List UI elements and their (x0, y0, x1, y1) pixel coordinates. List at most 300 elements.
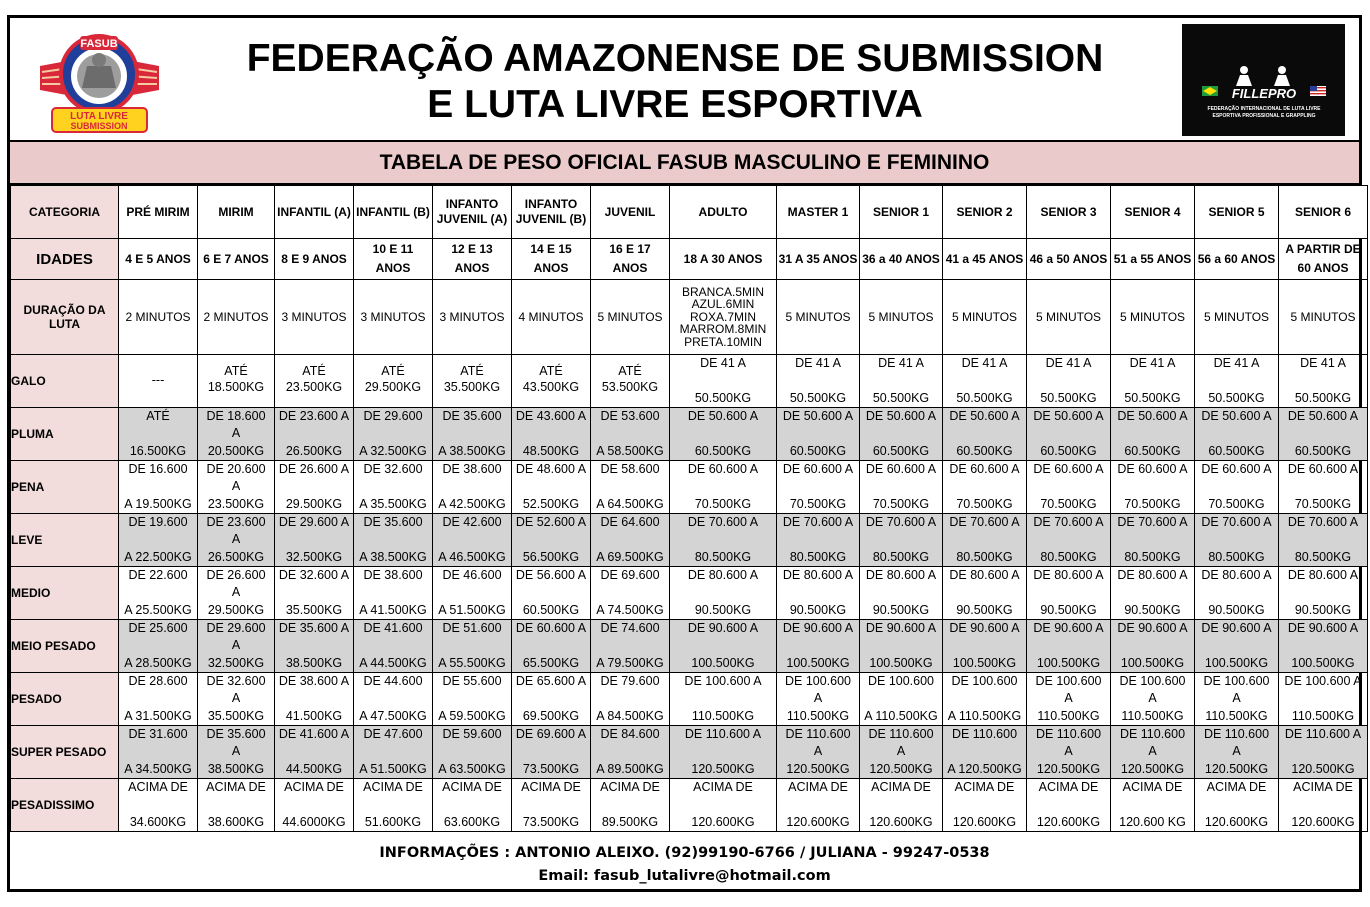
weight-text: DE 80.600 A (782, 568, 854, 582)
weight-cell-box (119, 514, 197, 566)
weight-cell (943, 673, 1027, 726)
weight-cell (777, 461, 860, 514)
weight-row (11, 461, 1368, 514)
weight-cell-box (119, 567, 197, 619)
weight-cell-box (433, 567, 511, 619)
categoria-label: CATEGORIA (11, 186, 119, 239)
weight-text: DE 25.600 (128, 621, 188, 635)
weight-cell (354, 620, 433, 673)
weight-cell-box (198, 355, 274, 407)
weight-text: DE 35.600 (363, 515, 423, 529)
weight-cell-box (1195, 673, 1278, 725)
weight-row (11, 355, 1368, 408)
age-cell: 10 E 11 ANOS (354, 239, 433, 280)
weight-text: 50.500KG (1040, 391, 1097, 405)
weight-text: 80.500KG (1124, 550, 1181, 564)
weight-text: 120.500KG (1291, 762, 1355, 776)
age-cell: 56 a 60 ANOS (1195, 239, 1279, 280)
weight-text: 90.500KG (1040, 603, 1097, 617)
category-header: SENIOR 5 (1195, 186, 1279, 239)
age-cell: 46 a 50 ANOS (1027, 239, 1111, 280)
weight-text: DE 32.600 (206, 674, 266, 688)
weight-cell (591, 726, 670, 779)
weight-text: ATÉ (539, 364, 563, 378)
weight-text: 120.600 KG (1119, 815, 1186, 829)
weight-cell-box (1027, 355, 1110, 407)
weight-cell-box (943, 567, 1026, 619)
svg-text:FILLEPRO: FILLEPRO (1231, 86, 1297, 101)
weight-cell (198, 620, 275, 673)
weight-text: DE 22.600 (128, 568, 188, 582)
weight-cell-box (433, 620, 511, 672)
weight-cell-box (1279, 355, 1367, 407)
weight-text: DE 50.600 A (687, 409, 759, 423)
weight-text: A 47.500KG (359, 709, 427, 723)
weight-cell (1111, 726, 1195, 779)
weight-cell-box (860, 567, 942, 619)
weight-text: A 69.500KG (596, 550, 664, 564)
weight-cell (777, 726, 860, 779)
weight-cell (1027, 673, 1111, 726)
weight-cell (512, 567, 591, 620)
weight-cell-box (591, 673, 669, 725)
weight-text: A (1232, 691, 1241, 705)
weight-cell (1111, 408, 1195, 461)
weight-text: ACIMA DE (128, 780, 188, 794)
weight-text: DE 70.600 A (1117, 515, 1188, 529)
weight-cell-box (1195, 355, 1278, 407)
weight-cell (1111, 461, 1195, 514)
weight-cell (777, 567, 860, 620)
weight-cell-box (512, 567, 590, 619)
weight-text: DE 100.600 A (1284, 674, 1362, 688)
weight-cell-box (198, 408, 274, 460)
weight-cell-box (1195, 567, 1278, 619)
weight-text: 63.600KG (443, 815, 501, 829)
weight-cell-box (354, 673, 432, 725)
weight-text: DE 19.600 (128, 515, 188, 529)
weight-text: DE 26.600 A (278, 462, 350, 476)
category-header: ADULTO (670, 186, 777, 239)
weight-text: ACIMA DE (1122, 780, 1183, 794)
weight-cell (1195, 567, 1279, 620)
weight-text: 60.500KG (789, 444, 847, 458)
weight-class-label: PESADO (11, 673, 119, 726)
age-cell: 51 a 55 ANOS (1111, 239, 1195, 280)
weight-cell (943, 779, 1027, 832)
weight-cell (1195, 408, 1279, 461)
weight-cell (777, 355, 860, 408)
weight-cell (943, 726, 1027, 779)
weight-row (11, 673, 1368, 726)
weight-cell-box (591, 620, 669, 672)
weight-text: 34.600KG (129, 815, 187, 829)
weight-text: A 38.500KG (438, 444, 506, 458)
weight-cell-box (1279, 673, 1367, 725)
weight-text: ACIMA DE (442, 780, 502, 794)
weight-cell-box (1195, 461, 1278, 513)
weight-text: DE 110.600 (1203, 727, 1270, 741)
weight-cell-box (1027, 779, 1110, 831)
weight-cell-box (1111, 567, 1194, 619)
weight-cell (1279, 461, 1368, 514)
weight-cell (354, 779, 433, 832)
weight-text: DE 31.600 (128, 727, 188, 741)
weight-cell-box (670, 726, 776, 778)
weight-cell (591, 461, 670, 514)
weight-text: DE 48.600 A (515, 462, 587, 476)
weight-text: ATÉ (381, 364, 405, 378)
weight-cell (860, 779, 943, 832)
weight-text: A 22.500KG (124, 550, 192, 564)
weight-text: 60.500KG (694, 444, 752, 458)
weight-text: DE 56.600 A (515, 568, 587, 582)
weight-cell-box (275, 461, 353, 513)
weight-text: 110.500KG (1121, 709, 1184, 723)
weight-cell-box (943, 355, 1026, 407)
weight-cell (512, 726, 591, 779)
weight-cell-box (275, 673, 353, 725)
weight-cell-box (433, 779, 511, 831)
weight-cell-box (1111, 461, 1194, 513)
weight-cell-box (777, 567, 859, 619)
weight-text: DE 60.600 A (1117, 462, 1188, 476)
weight-cell (1027, 355, 1111, 408)
weight-cell-box (670, 408, 776, 460)
weight-text: DE 70.600 A (865, 515, 937, 529)
weight-cell-box (943, 408, 1026, 460)
weight-text: ATÉ (224, 364, 248, 378)
weight-text: DE 65.600 A (515, 674, 587, 688)
weight-cell-box (512, 408, 590, 460)
weight-text: A (231, 532, 241, 546)
weight-text: DE 60.600 A (949, 462, 1020, 476)
weight-cell (860, 726, 943, 779)
category-header: INFANTIL (A) (275, 186, 354, 239)
weight-cell-box (777, 620, 859, 672)
weight-text: ACIMA DE (1206, 780, 1267, 794)
weight-cell (512, 779, 591, 832)
weight-cell-box (433, 461, 511, 513)
category-header: PRÉ MIRIM (119, 186, 198, 239)
weight-text: DE 35.600 A (278, 621, 350, 635)
weight-cell-box (1027, 461, 1110, 513)
weight-table (10, 185, 1368, 832)
weight-cell (119, 461, 198, 514)
weight-cell-box (198, 673, 274, 725)
weight-text: DE 58.600 (600, 462, 660, 476)
weight-text: DE 100.600 (867, 674, 935, 688)
weight-cell-box (275, 514, 353, 566)
weight-text: DE 41 A (1045, 356, 1092, 370)
weight-cell-box (198, 461, 274, 513)
weight-cell (354, 355, 433, 408)
weight-cell (1279, 355, 1368, 408)
weight-text: 43.500KG (522, 380, 580, 394)
weight-text: DE 74.600 (600, 621, 660, 635)
weight-text: DE 23.600 (206, 515, 266, 529)
weight-cell-box (591, 355, 669, 407)
weight-text: 38.500KG (285, 656, 343, 670)
weight-text: DE 50.600 A (865, 409, 937, 423)
weight-cell-box (777, 514, 859, 566)
weight-text: 110.500KG (1291, 709, 1355, 723)
weight-cell-box (354, 461, 432, 513)
weight-text: 32.500KG (207, 656, 265, 670)
duration-cell: 2 MINUTOS (198, 280, 275, 355)
weight-text: 50.500KG (1124, 391, 1181, 405)
weight-text: DE 29.600 A (278, 515, 350, 529)
weight-text: DE 50.600 A (1201, 409, 1272, 423)
age-cell: 41 a 45 ANOS (943, 239, 1027, 280)
weight-cell (860, 567, 943, 620)
weight-cell (670, 726, 777, 779)
weight-text: 50.500KG (956, 391, 1013, 405)
weight-cell (354, 567, 433, 620)
weight-text: 90.500KG (956, 603, 1013, 617)
age-cell: A PARTIR DE 60 ANOS (1279, 239, 1368, 280)
weight-cell (275, 408, 354, 461)
weight-text: ACIMA DE (521, 780, 581, 794)
weight-cell (1195, 726, 1279, 779)
weight-cell (433, 673, 512, 726)
weight-text: ACIMA DE (693, 780, 753, 794)
duration-cell: 5 MINUTOS (943, 280, 1027, 355)
weight-cell (275, 514, 354, 567)
weight-text: A (231, 585, 241, 599)
weight-cell (1027, 779, 1111, 832)
weight-text: A 51.500KG (438, 603, 506, 617)
weight-text: 120.500KG (786, 762, 850, 776)
weight-cell (354, 408, 433, 461)
weight-cell-box (860, 673, 942, 725)
weight-text: 18.500KG (207, 380, 265, 394)
weight-cell (512, 514, 591, 567)
weight-cell (198, 355, 275, 408)
weight-cell (433, 461, 512, 514)
weight-cell-box (1195, 779, 1278, 831)
weight-text: 100.500KG (1291, 656, 1355, 670)
duration-cell: 5 MINUTOS (1027, 280, 1111, 355)
weight-text: A (1232, 744, 1241, 758)
weight-cell (860, 673, 943, 726)
weight-text: 90.500KG (789, 603, 847, 617)
weight-cell-box (670, 461, 776, 513)
weight-cell (591, 355, 670, 408)
weight-cell-box (198, 567, 274, 619)
weight-text: A 32.500KG (359, 444, 427, 458)
weight-text: A 46.500KG (438, 550, 506, 564)
weight-text: DE 50.600 A (782, 409, 854, 423)
weight-cell (1027, 461, 1111, 514)
weight-text: ATÉ (302, 364, 326, 378)
weight-class-label: PENA (11, 461, 119, 514)
weight-text: 60.500KG (522, 603, 580, 617)
weight-cell (1279, 408, 1368, 461)
weight-cell-box (275, 355, 353, 407)
weight-text: A 35.500KG (359, 497, 427, 511)
weight-text: DE 42.600 (442, 515, 502, 529)
weight-text: 44.500KG (285, 762, 343, 776)
weight-cell (275, 673, 354, 726)
contact-info: INFORMAÇÕES : ANTONIO ALEIXO. (92)99190-6766 / JULIANA - 99247-0538 (379, 845, 990, 861)
weight-cell-box (943, 726, 1026, 778)
weight-text: DE 28.600 (128, 674, 188, 688)
weight-text: DE 80.600 A (1287, 568, 1359, 582)
category-header: SENIOR 1 (860, 186, 943, 239)
weight-text: A 79.500KG (596, 656, 664, 670)
weight-cell-box (777, 673, 859, 725)
weight-text: DE 70.600 A (1287, 515, 1359, 529)
category-header: SENIOR 4 (1111, 186, 1195, 239)
weight-text: 52.500KG (522, 497, 580, 511)
weight-text: 120.600KG (952, 815, 1017, 829)
weight-cell-box (943, 461, 1026, 513)
weight-text: A 41.500KG (359, 603, 427, 617)
weight-text: 110.500KG (691, 709, 755, 723)
weight-cell-box (860, 779, 942, 831)
weight-cell (591, 779, 670, 832)
weight-text: DE 80.600 A (1117, 568, 1188, 582)
weight-text: 60.500KG (1208, 444, 1265, 458)
weight-cell-box (670, 567, 776, 619)
weight-text: 70.500KG (1294, 497, 1352, 511)
category-header: INFANTIL (B) (354, 186, 433, 239)
weight-text: 29.500KG (364, 380, 422, 394)
weight-text: DE 100.600 (1119, 674, 1186, 688)
header (10, 18, 1359, 142)
weight-text: DE 80.600 A (687, 568, 759, 582)
weight-cell-box (1027, 408, 1110, 460)
weight-text: DE 100.600 (1203, 674, 1270, 688)
weight-cell-box (1279, 408, 1367, 460)
weight-cell-box (119, 355, 197, 407)
age-cell: 4 E 5 ANOS (119, 239, 198, 280)
weight-text: DE 32.600 (363, 462, 423, 476)
age-cell: 12 E 13 ANOS (433, 239, 512, 280)
weight-text: 41.500KG (285, 709, 343, 723)
weight-cell (1027, 514, 1111, 567)
svg-text:FASUB: FASUB (80, 38, 118, 50)
weight-cell-box (591, 726, 669, 778)
adult-duration-line: PRETA.10MIN (684, 334, 762, 349)
duration-cell: 5 MINUTOS (1111, 280, 1195, 355)
weight-text: DE 41.600 (363, 621, 423, 635)
weight-text: 89.500KG (601, 815, 659, 829)
weight-class-label: PESADISSIMO (11, 779, 119, 832)
weight-text: 70.500KG (872, 497, 930, 511)
weight-text: 80.500KG (1294, 550, 1352, 564)
weight-text: ATÉ (460, 364, 484, 378)
weight-cell-box (1111, 620, 1194, 672)
weight-cell-box (119, 779, 197, 831)
weight-cell (119, 673, 198, 726)
weight-cell-box (275, 620, 353, 672)
weight-cell-box (860, 620, 942, 672)
weight-cell-box (1195, 514, 1278, 566)
weight-text: A 110.500KG (864, 709, 938, 723)
weight-text: DE 64.600 (600, 515, 660, 529)
weight-cell (860, 408, 943, 461)
weight-text: 50.500KG (872, 391, 930, 405)
weight-class-label: GALO (11, 355, 119, 408)
weight-cell (670, 620, 777, 673)
category-header: SENIOR 2 (943, 186, 1027, 239)
weight-cell-box (354, 567, 432, 619)
weight-cell-box (1111, 726, 1194, 778)
weight-class-label: LEVE (11, 514, 119, 567)
duration-row (11, 280, 1368, 355)
weight-text: DE 80.600 A (865, 568, 937, 582)
weight-text: 23.500KG (285, 380, 343, 394)
duration-cell: 3 MINUTOS (275, 280, 354, 355)
weight-text: DE 41 A (961, 356, 1008, 370)
weight-text: DE 60.600 A (782, 462, 854, 476)
weight-cell-box (512, 673, 590, 725)
weight-cell (1279, 514, 1368, 567)
weight-cell (433, 567, 512, 620)
weight-cell (943, 355, 1027, 408)
weight-text: 90.500KG (1208, 603, 1265, 617)
category-header: INFANTO JUVENIL (B) (512, 186, 591, 239)
weight-text: ACIMA DE (1293, 780, 1353, 794)
weight-text: 120.500KG (1204, 762, 1269, 776)
weight-cell-box (354, 514, 432, 566)
weight-text: DE 90.600 A (1201, 621, 1272, 635)
weight-cell-box (591, 779, 669, 831)
weight-cell (1195, 779, 1279, 832)
weight-text: DE 60.600 A (1201, 462, 1272, 476)
weight-cell (1279, 726, 1368, 779)
weight-text: 48.500KG (522, 444, 580, 458)
weight-cell-box (777, 779, 859, 831)
weight-text: A 120.500KG (947, 762, 1022, 776)
weight-cell-box (354, 620, 432, 672)
weight-text: 100.500KG (691, 656, 755, 670)
weight-text: 32.500KG (285, 550, 343, 564)
weight-cell-box (1111, 779, 1194, 831)
weight-cell (777, 620, 860, 673)
weight-cell (777, 673, 860, 726)
weight-text: ATÉ (146, 409, 170, 423)
age-cell: 18 A 30 ANOS (670, 239, 777, 280)
weight-cell-box (1279, 567, 1367, 619)
weight-text: 120.500KG (1036, 762, 1101, 776)
weight-text: 70.500KG (789, 497, 847, 511)
weight-cell (943, 514, 1027, 567)
weight-cell (860, 620, 943, 673)
weight-cell (119, 567, 198, 620)
weight-text: DE 69.600 A (515, 727, 587, 741)
weight-row (11, 567, 1368, 620)
weight-cell-box (433, 355, 511, 407)
duration-cell: 5 MINUTOS (860, 280, 943, 355)
weight-cell-box (1111, 514, 1194, 566)
weight-cell (275, 355, 354, 408)
weight-text: DE 100.600 (1035, 674, 1102, 688)
weight-text: 100.500KG (786, 656, 850, 670)
weight-text: ACIMA DE (206, 780, 266, 794)
weight-cell (1027, 408, 1111, 461)
weight-text: ACIMA DE (363, 780, 423, 794)
age-cell: 14 E 15 ANOS (512, 239, 591, 280)
weight-text: 69.500KG (522, 709, 580, 723)
weight-text: A 44.500KG (359, 656, 427, 670)
weight-text: DE 110.600 (785, 727, 851, 741)
weight-cell-box (119, 620, 197, 672)
weight-cell (198, 408, 275, 461)
weight-cell-box (1279, 514, 1367, 566)
